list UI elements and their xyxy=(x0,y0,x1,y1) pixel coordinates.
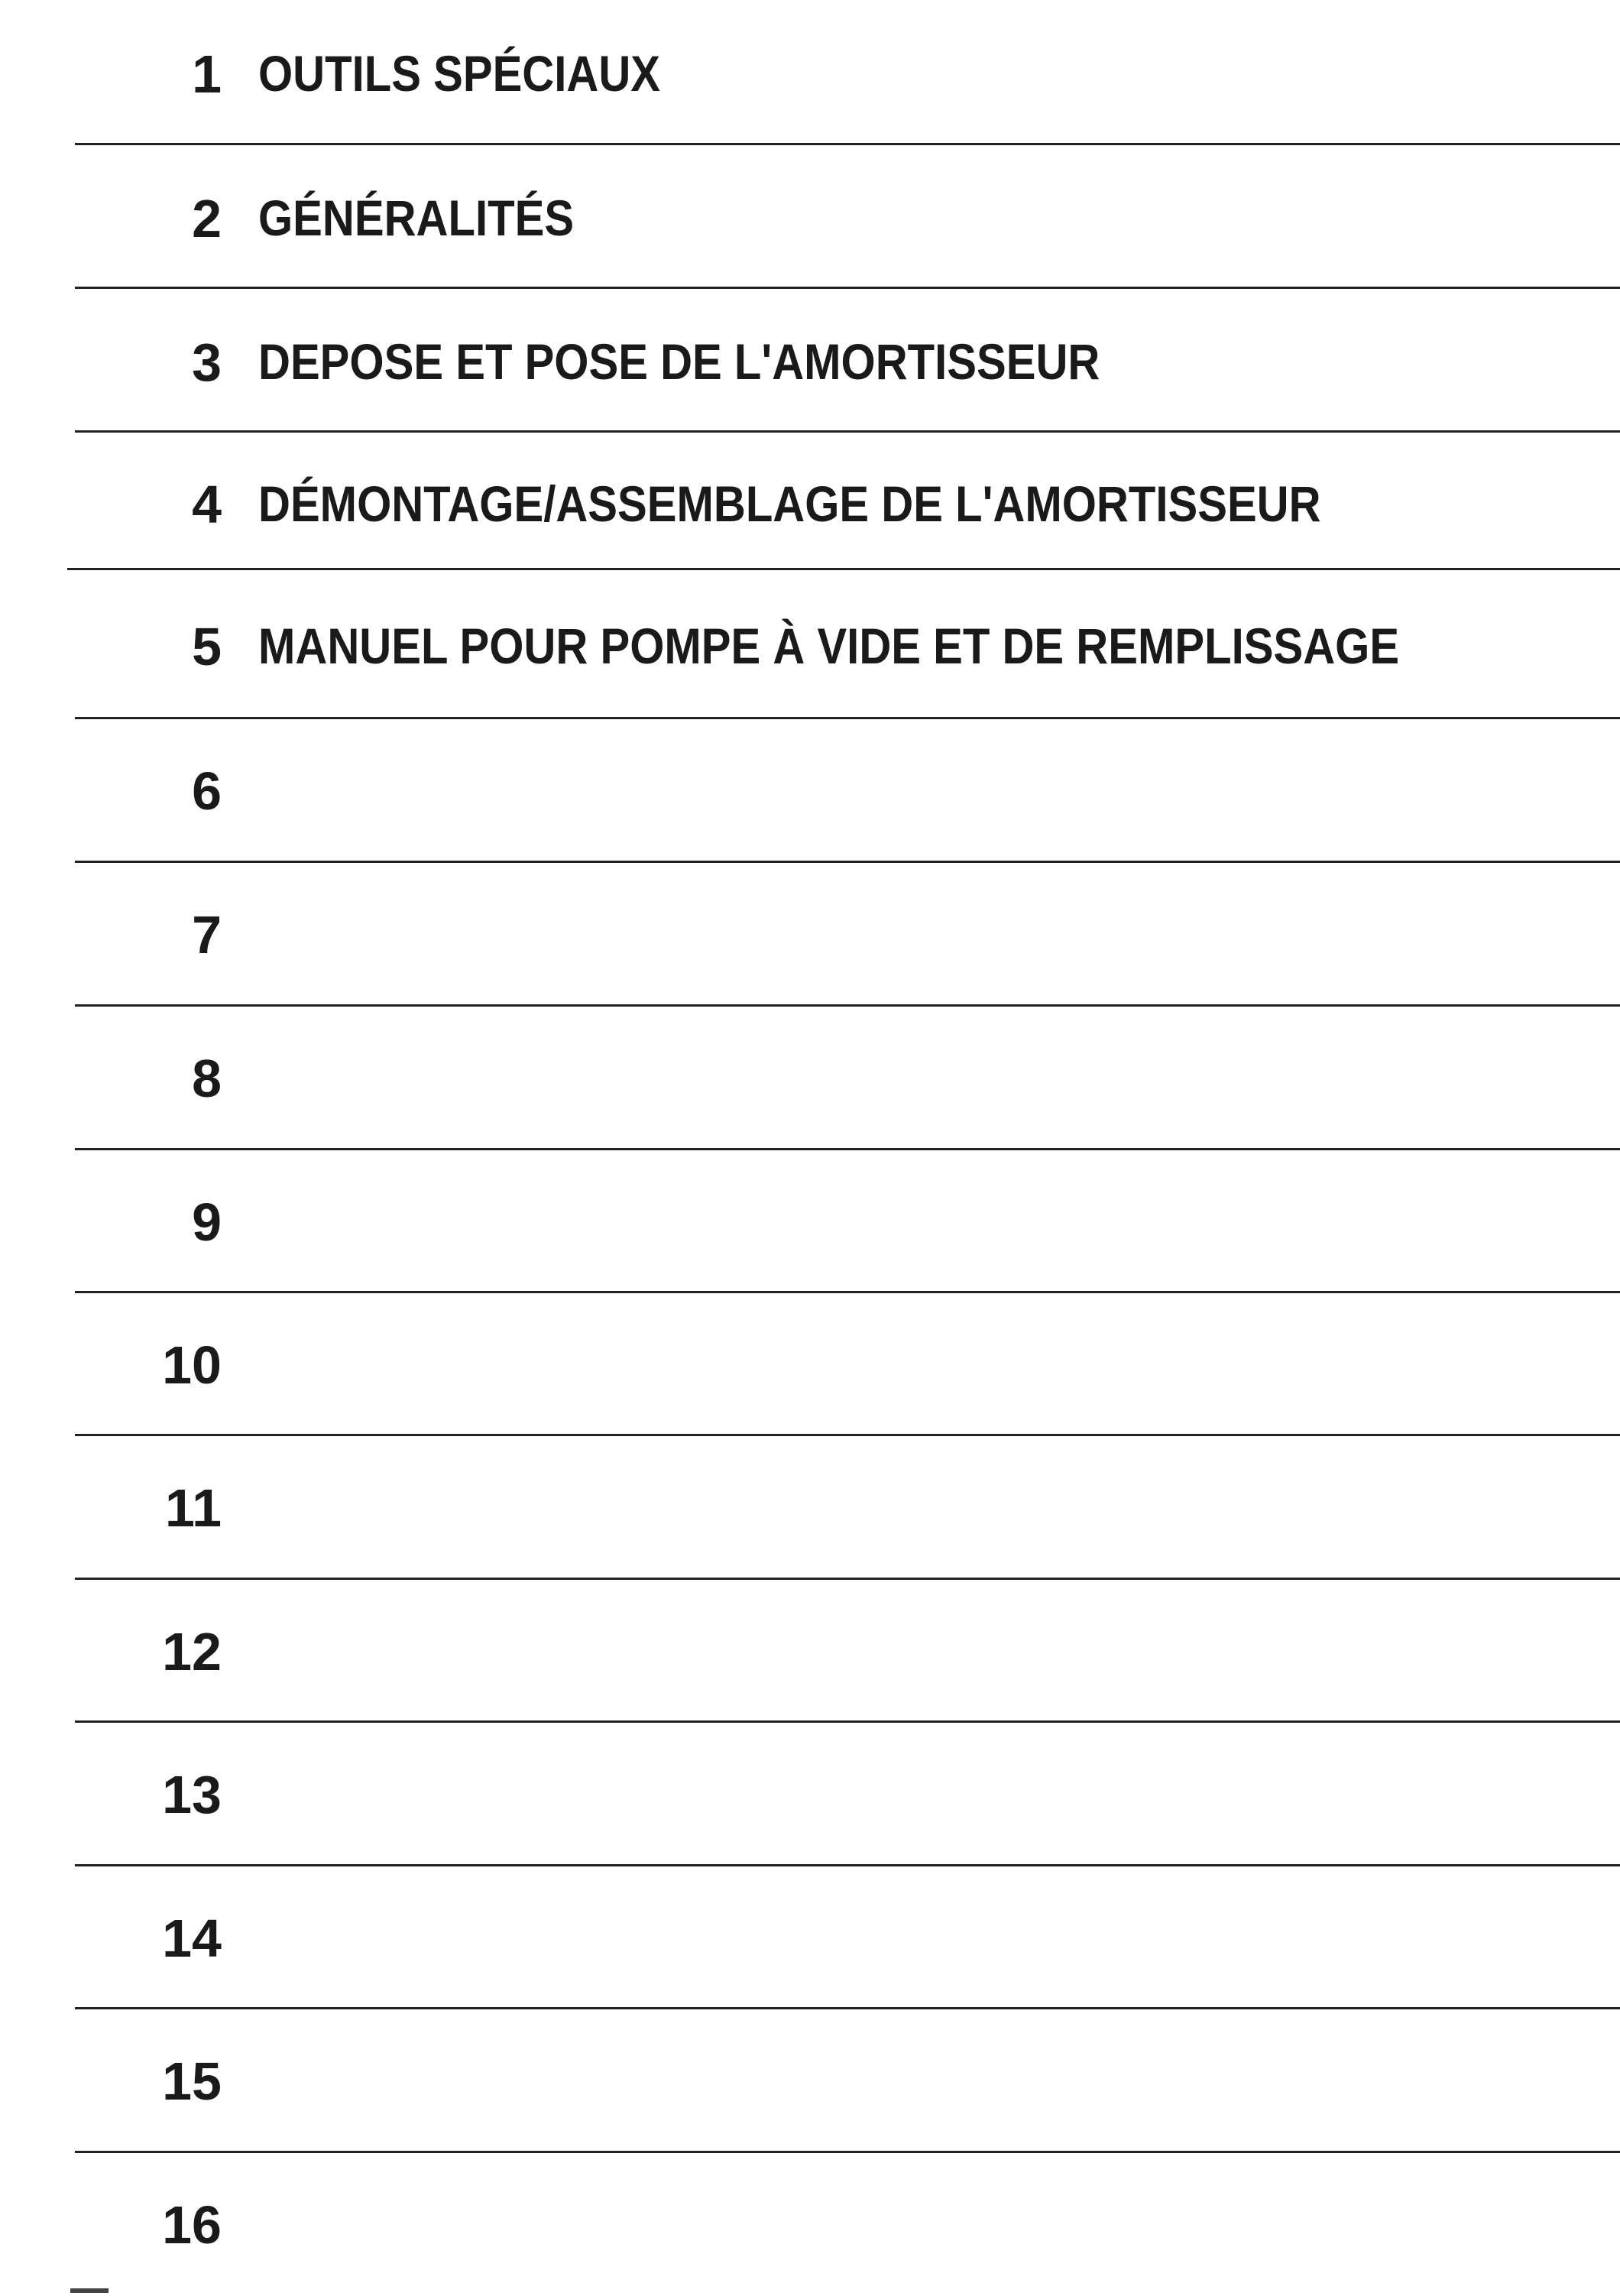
toc-row-1[interactable] xyxy=(0,0,1620,144)
toc-number: 16 xyxy=(162,2195,222,2255)
toc-row-9[interactable] xyxy=(0,1150,1620,1293)
toc-row-10[interactable] xyxy=(0,1292,1620,1436)
toc-number: 3 xyxy=(192,332,222,392)
toc-row-13[interactable] xyxy=(0,1722,1620,1866)
toc-row-6[interactable] xyxy=(0,718,1620,862)
toc-row-3[interactable] xyxy=(0,288,1620,432)
toc-row-14[interactable] xyxy=(0,1866,1620,2009)
toc-row-2[interactable] xyxy=(0,144,1620,288)
toc-number: 8 xyxy=(192,1049,222,1108)
toc-number: 11 xyxy=(165,1478,222,1538)
toc-row-11[interactable] xyxy=(0,1435,1620,1579)
toc-title: DEPOSE ET POSE DE L'AMORTISSEUR xyxy=(258,333,1100,390)
toc-number: 1 xyxy=(192,44,222,104)
toc-number: 10 xyxy=(162,1335,222,1395)
toc-title: GÉNÉRALITÉS xyxy=(258,190,575,246)
toc-title: MANUEL POUR POMPE À VIDE ET DE REMPLISSAGE xyxy=(258,618,1400,674)
toc-number: 14 xyxy=(162,1908,222,1968)
toc-row-7[interactable] xyxy=(0,862,1620,1006)
toc-row-12[interactable] xyxy=(0,1579,1620,1723)
toc-number: 15 xyxy=(162,2051,222,2111)
toc-title: DÉMONTAGE/ASSEMBLAGE DE L'AMORTISSEUR xyxy=(258,475,1321,532)
toc-row-15[interactable] xyxy=(0,2009,1620,2152)
toc-title: OUTILS SPÉCIAUX xyxy=(258,45,661,102)
toc-number: 6 xyxy=(192,761,222,821)
toc-row-5[interactable] xyxy=(0,569,1620,713)
toc-row-16[interactable] xyxy=(0,2152,1620,2296)
toc-number: 9 xyxy=(192,1192,222,1252)
toc-row-4[interactable] xyxy=(0,432,1620,576)
toc-row-8[interactable] xyxy=(0,1006,1620,1150)
toc-number: 12 xyxy=(162,1622,222,1681)
toc-number: 2 xyxy=(192,189,222,248)
page-corner-mark xyxy=(70,2288,109,2293)
toc-number: 4 xyxy=(192,475,222,534)
toc-number: 13 xyxy=(162,1765,222,1824)
toc-number: 5 xyxy=(192,617,222,676)
toc-number: 7 xyxy=(192,905,222,965)
